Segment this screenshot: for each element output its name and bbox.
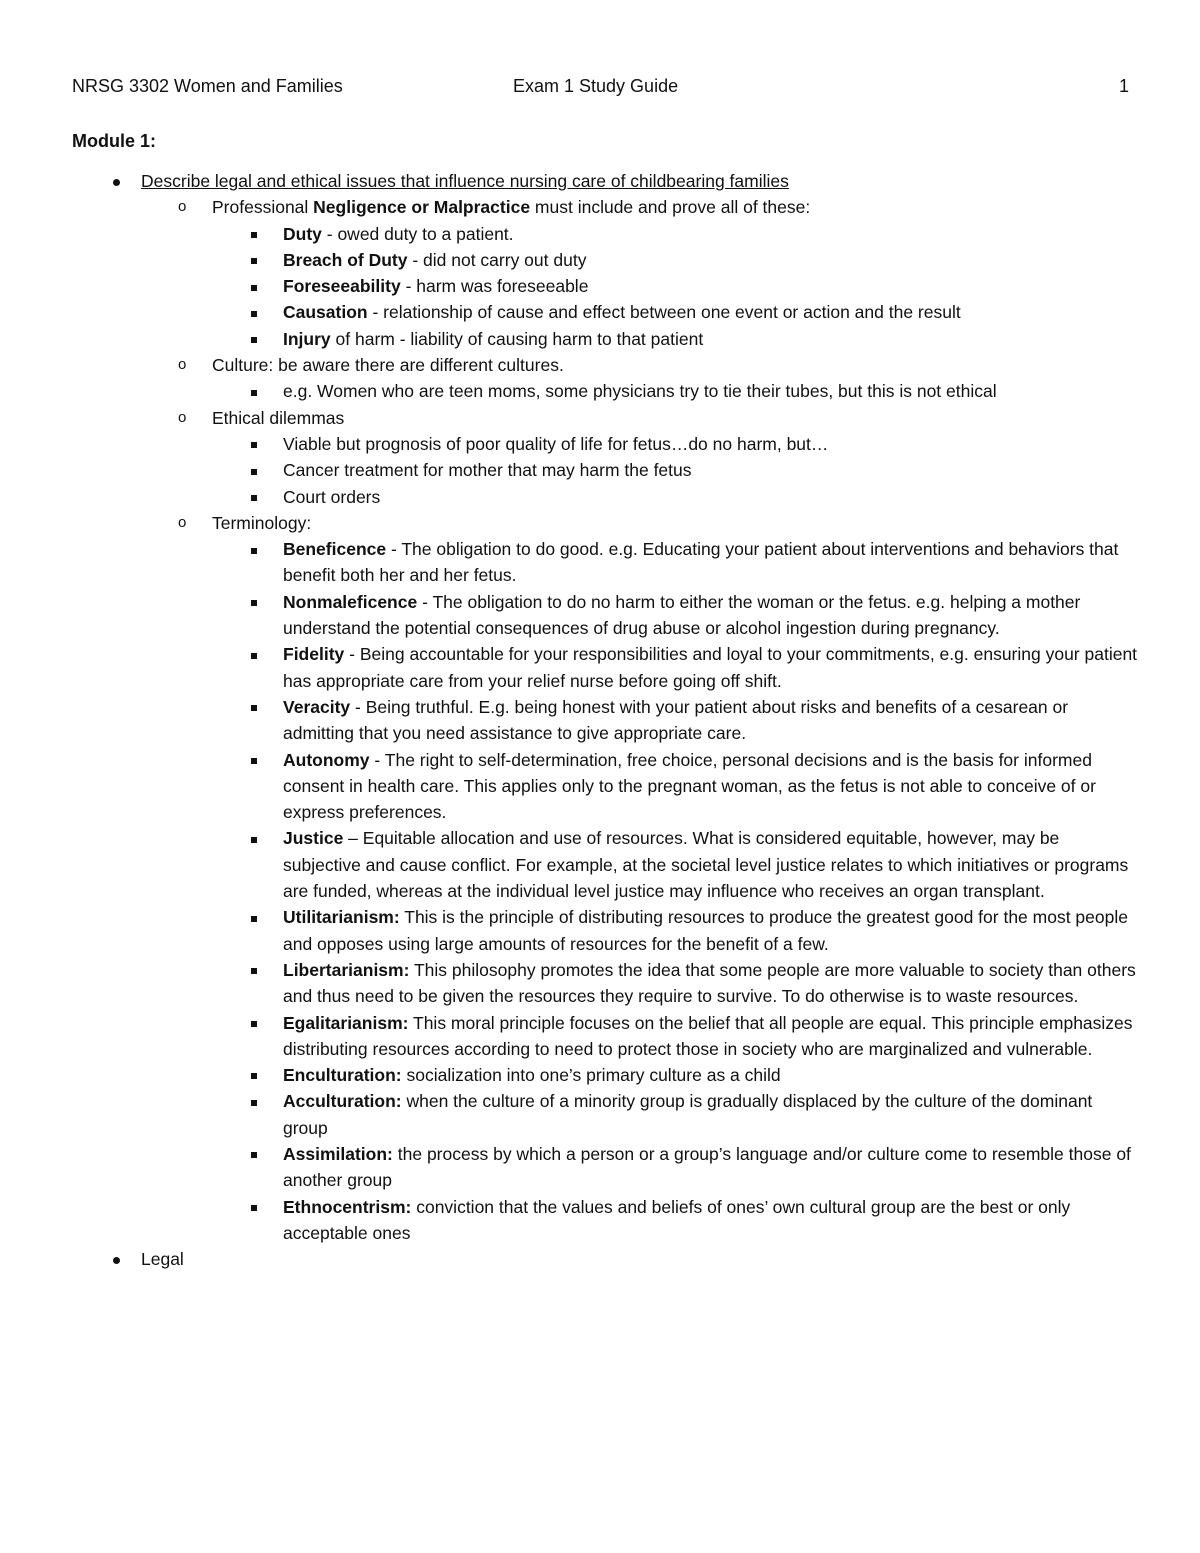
section-heading: Legal — [141, 1249, 184, 1270]
bullet-square-icon — [251, 431, 257, 457]
list-item — [0, 1246, 1200, 1272]
term: Justice — [283, 828, 344, 849]
page-number: 1 — [1119, 76, 1130, 96]
term: Beneficence — [283, 539, 387, 560]
list-item — [0, 326, 1200, 352]
list-item — [0, 957, 1200, 1010]
list-item — [0, 484, 1200, 510]
bullet-square-icon — [251, 378, 257, 404]
bullet-square-icon — [251, 221, 257, 247]
term: Negligence or Malpractice — [313, 197, 531, 218]
term: Fidelity — [283, 644, 345, 665]
list-item — [0, 457, 1200, 483]
definition: - owed duty to a patient. — [321, 223, 514, 244]
list-item — [0, 536, 1200, 589]
text: must include and prove all of these: — [530, 197, 811, 218]
list-item — [0, 694, 1200, 747]
list-item — [0, 247, 1200, 273]
bullet-square-icon — [251, 589, 257, 615]
definition: of harm - liability of causing harm to that patient — [330, 328, 704, 349]
definition: conviction that the values and beliefs of ones’ own cultural group are the best or only acceptable ones — [283, 1196, 1071, 1243]
bullet-circle-icon: o — [178, 513, 187, 531]
list-item — [0, 273, 1200, 299]
definition: - harm was foreseeable — [400, 276, 589, 297]
term: Veracity — [283, 696, 351, 717]
term: Injury — [283, 328, 331, 349]
text: e.g. Women who are teen moms, some physicians try to tie their tubes, but this is not ethical — [283, 381, 997, 402]
text: Terminology: — [212, 512, 312, 533]
term: Nonmaleficence — [283, 591, 418, 612]
list-item — [0, 299, 1200, 325]
list-item — [0, 431, 1200, 457]
definition: – Equitable allocation and use of resources. What is considered equitable, however, may be subjective and cause conflict. For example, at the societal level justice relates to which initiatives or programs are funded, whereas at the individual level justice may influence who receives an organ transplant. — [283, 828, 1129, 902]
module-title: Module 1: — [72, 131, 156, 151]
bullet-circle-icon: o — [178, 408, 187, 426]
term: Autonomy — [283, 749, 370, 770]
text: Court orders — [283, 486, 381, 507]
header-doc-title: Exam 1 Study Guide — [513, 76, 679, 96]
definition: - Being truthful. E.g. being honest with your patient about risks and benefits of a cesarean or admitting that you need assistance to give appropriate care. — [283, 696, 1069, 744]
bullet-square-icon — [251, 1010, 257, 1036]
definition: - Being accountable for your responsibilities and loyal to your commitments, e.g. ensuring your patient has appropriate care from your relief nurse before going off shift. — [283, 644, 1138, 691]
bullet-circle-icon: o — [178, 356, 187, 374]
list-item — [0, 589, 1200, 642]
bullet-square-icon — [251, 1194, 257, 1220]
bullet-square-icon — [251, 326, 257, 352]
term: Utilitarianism: — [283, 907, 400, 928]
definition: - The obligation to do no harm to either the woman or the fetus. e.g. helping a mother understand the potential consequences of drug abuse or alcohol ingestion during pregnancy. — [283, 591, 1081, 639]
term: Egalitarianism: — [283, 1012, 409, 1033]
term: Libertarianism: — [283, 959, 410, 980]
definition: - relationship of cause and effect between one event or action and the result — [367, 302, 961, 323]
list-item — [0, 510, 1200, 536]
text: Culture: be aware there are different cultures. — [212, 355, 564, 376]
bullet-square-icon — [251, 536, 257, 562]
list-item — [0, 904, 1200, 957]
list-item — [0, 405, 1200, 431]
term: Foreseeability — [283, 276, 401, 297]
bullet-dot-icon — [113, 1246, 120, 1272]
bullet-square-icon — [251, 247, 257, 273]
list-item — [0, 825, 1200, 904]
bullet-square-icon — [251, 747, 257, 773]
list-item — [0, 747, 1200, 826]
list-item — [0, 221, 1200, 247]
bullet-square-icon — [251, 1141, 257, 1167]
list-item — [0, 168, 1200, 194]
header-course-title: NRSG 3302 Women and Families — [72, 76, 343, 96]
bullet-dot-icon — [113, 168, 120, 194]
list-item — [0, 378, 1200, 404]
term: Assimilation: — [283, 1143, 393, 1164]
bullet-square-icon — [251, 484, 257, 510]
list-item — [0, 1010, 1200, 1063]
definition: This moral principle focuses on the belief that all people are equal. This principle emphasizes distributing resources according to need to protect those in society who are marginalized and vulnerable. — [283, 1012, 1133, 1059]
term: Duty — [283, 223, 322, 244]
bullet-square-icon — [251, 904, 257, 930]
definition: This philosophy promotes the idea that some people are more valuable to society than others and thus need to be given the resources they require to survive. To do otherwise is to waste resources. — [283, 959, 1136, 1007]
definition: when the culture of a minority group is gradually displaced by the culture of the dominant group — [283, 1091, 1093, 1138]
definition: - The right to self-determination, free choice, personal decisions and is the basis for informed consent in health care. This applies only to the pregnant woman, as the fetus is not able to conceive of or express preferences. — [283, 749, 1096, 823]
term: Breach of Duty — [283, 249, 408, 270]
list-item — [0, 641, 1200, 694]
definition: - did not carry out duty — [407, 249, 587, 270]
bullet-square-icon — [251, 299, 257, 325]
bullet-square-icon — [251, 1062, 257, 1088]
bullet-square-icon — [251, 1088, 257, 1114]
term: Enculturation: — [283, 1065, 402, 1086]
list-item — [0, 1194, 1200, 1247]
list-item — [0, 1141, 1200, 1194]
term: Acculturation: — [283, 1091, 402, 1112]
bullet-square-icon — [251, 694, 257, 720]
text: Professional — [212, 197, 314, 218]
section-heading: Describe legal and ethical issues that influence nursing care of childbearing families — [141, 171, 789, 191]
list-item — [0, 352, 1200, 378]
list-item — [0, 1062, 1200, 1088]
bullet-square-icon — [251, 457, 257, 483]
term: Ethnocentrism: — [283, 1196, 412, 1217]
bullet-square-icon — [251, 957, 257, 983]
bullet-square-icon — [251, 273, 257, 299]
definition: the process by which a person or a group’s language and/or culture come to resemble those of another group — [283, 1143, 1131, 1191]
list-item — [0, 194, 1200, 220]
list-item — [0, 1088, 1200, 1141]
outline — [0, 168, 1200, 1272]
text: Cancer treatment for mother that may harm the fetus — [283, 460, 692, 481]
text: Viable but prognosis of poor quality of life for fetus…do no harm, but… — [283, 433, 829, 454]
term: Causation — [283, 302, 368, 323]
definition: This is the principle of distributing resources to produce the greatest good for the most people and opposes using large amounts of resources for the benefit of a few. — [283, 907, 1128, 954]
bullet-square-icon — [251, 641, 257, 667]
bullet-circle-icon: o — [178, 198, 187, 216]
text: Ethical dilemmas — [212, 407, 345, 428]
definition: socialization into one’s primary culture as a child — [401, 1065, 781, 1086]
bullet-square-icon — [251, 825, 257, 851]
definition: - The obligation to do good. e.g. Educating your patient about interventions and behaviors that benefit both her and her fetus. — [283, 539, 1119, 586]
